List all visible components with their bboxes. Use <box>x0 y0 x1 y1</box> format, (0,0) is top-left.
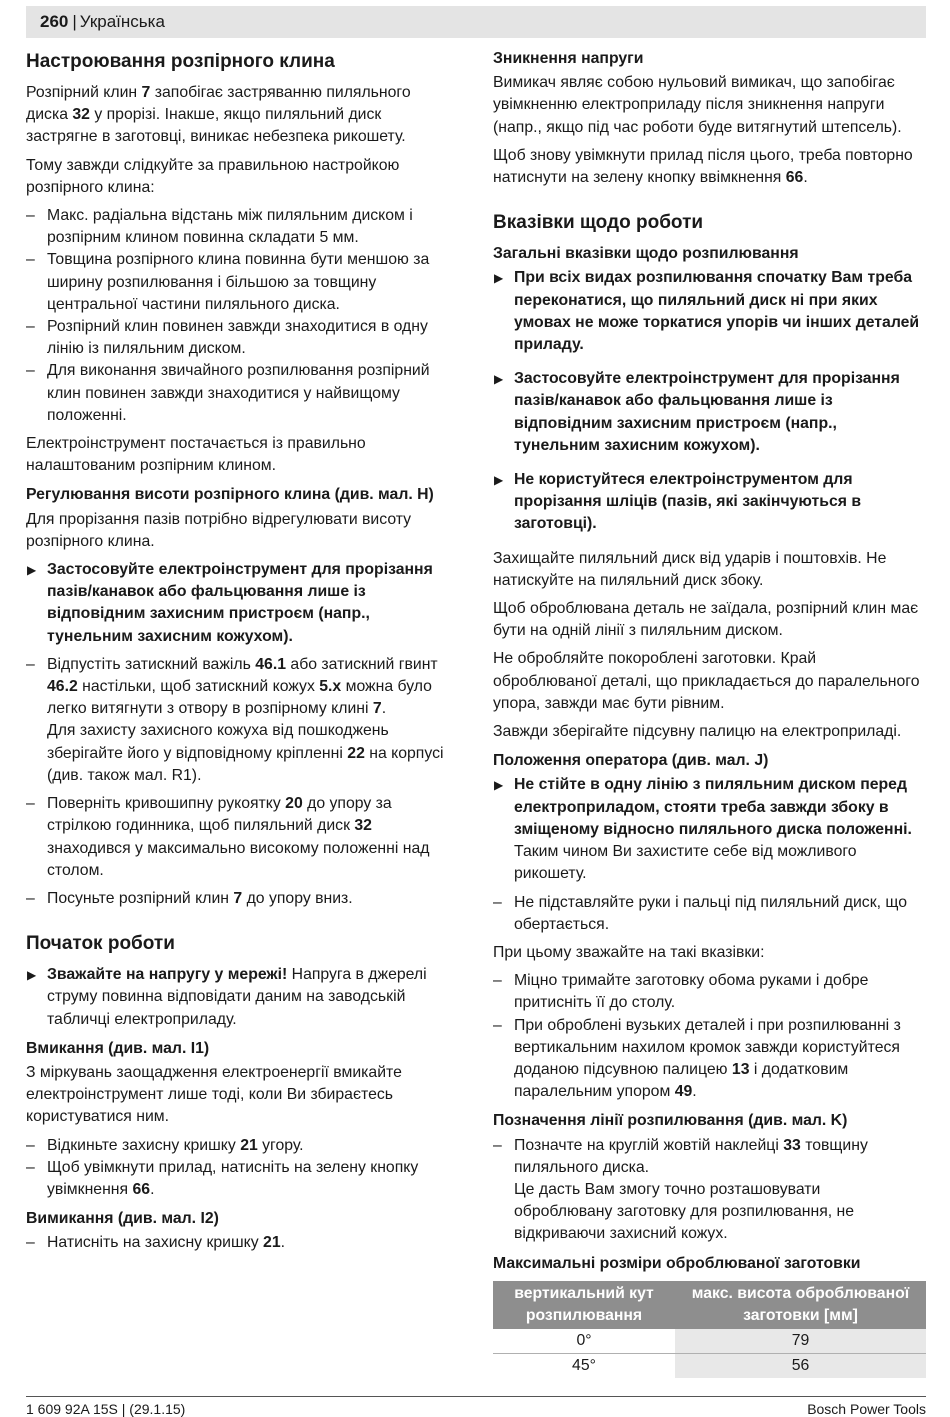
left-column <box>26 46 456 1261</box>
list-item: – Посуньте розпірний клин 7 до упору вниз. <box>26 888 456 910</box>
list-lin <box>493 1135 923 1246</box>
table-row <box>493 1329 926 1354</box>
paragraph-znykn-1: Вимикач являє собою нульовий вимикач, що запобігає увімкненню електроприладу після зникнення напруги (напр., якщо під час роботи буде витягнутий штепсель). <box>493 74 902 136</box>
list-item: – Макс. радіальна відстань між пиляльним диском і розпірним клином повинна складати 5 мм. <box>26 205 456 249</box>
paragraph-r3: Не обробляйте покоробленi заготовки. Край оброблюваної деталі, що прикладається до паралельного упора, завжди має бути рівним. <box>493 650 920 712</box>
list-item: – Поверніть кривошипну рукоятку 20 до упору за стрілкою годинника, щоб пиляльний диск 32 знаходився у максимально високому положенні над столом. <box>26 793 456 882</box>
table-cell: 0° <box>493 1329 675 1354</box>
list-klyn <box>26 205 456 427</box>
table-row <box>493 1353 926 1378</box>
list-item: – Для виконання звичайного розпилювання розпірний клин повинен завжди знаходитися у найвищому положенні. <box>26 360 456 427</box>
heading-klyn: Настроювання розпірного клина <box>26 51 335 72</box>
header-text: 260 | Українська <box>40 12 165 31</box>
list-item: – Відпустіть затискний важіль 46.1 або затискний гвинт 46.2 настільки, щоб затискний кожух 5.x можна було легко витягнути з отвору в розпірному клині 7. Для захисту захисного кожуха від пошкоджень зберігайте його у відповідному кріпленні 22 на корпусі (див. також мал. R1). <box>26 654 456 787</box>
list-vymyk <box>26 1232 456 1254</box>
paragraph-klyn-2: Тому завжди слідкуйте за правильною настройкою розпірного клина: <box>26 156 400 196</box>
heading-vkazivky: Вказівки щодо роботи <box>493 212 704 234</box>
heading-lin: Позначення лінії розпилювання (див. мал. K) <box>493 1112 848 1130</box>
list-vysota-steps <box>26 654 456 910</box>
heading-zagalni: Загальні вказівки щодо розпилювання <box>493 245 799 263</box>
table-cell: 79 <box>675 1329 926 1354</box>
list-item: – При оброблені вузьких деталей і при розпилюванні з вертикальним нахилом кромок завжди користуйтеся доданою підсувною палицею 13 і додатковим паралельним упором 49. <box>493 1015 923 1104</box>
table-header-height: макс. висота оброблюваної заготовки [мм] <box>675 1281 926 1329</box>
page-header <box>26 6 926 38</box>
warning-2: ▶ Застосовуйте електроінструмент для прорізання пазів/канавок або фальцювання лише із відповідним захисним пристроєм (напр., тунельним захисним кожухом). <box>493 368 923 457</box>
footer-rule <box>26 1396 926 1397</box>
warning-3: ▶ Не користуйтеся електроінструментом для прорізання шліців (пазів, які закінчуються в заготовці). <box>493 469 923 536</box>
heading-pochatok: Початок роботи <box>26 933 175 955</box>
list-item: – Розпірний клин повинен завжди знаходитися в одну лінію із пиляльним диском. <box>26 316 456 360</box>
right-column <box>493 46 923 1378</box>
warning-vysota: ▶ Застосовуйте електроінструмент для прорізання пазів/канавок або фальцювання лише із відповідним захисним пристроєм (напр., тунельним захисним кожухом). <box>26 559 456 648</box>
heading-vysota: Регулювання висоти розпірного клина (див. мал. H) <box>26 486 434 504</box>
heading-vmyk: Вмикання (див. мал. I1) <box>26 1039 210 1057</box>
list-item: – Не підставляйте руки і пальці під пиляльний диск, що обертається. <box>493 892 923 936</box>
warning-1: ▶ При всіх видах розпилювання спочатку Вам треба переконатися, що пиляльний диск ні при яких умовах не може торкатися упорів чи інших деталей приладу. <box>493 267 923 356</box>
paragraph-r2: Щоб оброблювана деталь не заїдала, розпірний клин має бути на одній лінії з пиляльним диском. <box>493 600 919 640</box>
table-header-angle: вертикальний кут розпилювання <box>493 1281 675 1329</box>
heading-max: Максимальні розміри оброблюваної заготовки <box>493 1254 861 1272</box>
list-item: – Товщина розпірного клина повинна бути меншою за ширину розпилювання і більшою за товщину центральної частини пиляльного диска. <box>26 249 456 316</box>
warning-4: ▶ Не стійте в одну лінію з пиляльним диском перед електроприладом, стояти треба завжди збоку в зміщеному відносно пиляльного диска положенні. Таким чином Ви захистите себе від можливого рикошету. <box>493 774 923 885</box>
list-polozh <box>493 892 923 936</box>
header-language: Українська <box>79 12 165 31</box>
spec-table <box>493 1281 926 1378</box>
paragraph-pry: При цьому зважайте на такі вказівки: <box>493 943 765 961</box>
list-item: – Міцно тримайте заготовку обома руками і добре притисніть її до столу. <box>493 970 923 1014</box>
heading-polozh: Положення оператора (див. мал. J) <box>493 752 769 770</box>
paragraph-r4: Завжди зберігайте підсувну палицю на електроприладі. <box>493 723 902 741</box>
table-cell: 45° <box>493 1353 675 1378</box>
warning-napruga: ▶ Зважайте на напругу у мережі! Напруга в джерелі струму повинна відповідати даним на заводській табличці електроприладу. <box>26 964 456 1031</box>
paragraph-znykn-2: Щоб знову увімкнути прилад після цього, треба повторно натиснути на зелену кнопку ввімкнення 66. <box>493 146 913 187</box>
paragraph-vmyk: З міркувань заощадження електроенергії вмикайте електроінструмент лише тоді, коли Ви збираєтесь користуватися ним. <box>26 1063 402 1126</box>
table-cell: 56 <box>675 1353 926 1378</box>
paragraph-klyn-3: Електроінструмент постачається із правильно налаштованим розпірним клином. <box>26 435 366 475</box>
heading-vymyk: Вимикання (див. мал. I2) <box>26 1210 219 1228</box>
page-number: 260 <box>40 12 69 31</box>
list-item: – Позначте на круглій жовтій наклейці 33 товщину пиляльного диска. Це дасть Вам змогу точно розташовувати оброблювану заготовку для розпилювання, не відкриваючи захисний кожух. <box>493 1135 923 1246</box>
heading-znykn: Зникнення напруги <box>493 50 644 67</box>
list-vmyk <box>26 1135 456 1202</box>
footer-brand: Bosch Power Tools <box>807 1401 926 1417</box>
list-pry <box>493 970 923 1103</box>
footer-doc-number: 1 609 92A 15S | (29.1.15) <box>26 1401 186 1417</box>
paragraph-r1: Захищайте пиляльний диск від ударів і поштовхів. Не натискуйте на пиляльний диск збоку. <box>493 549 887 589</box>
list-item: – Натисніть на захисну кришку 21. <box>26 1232 456 1254</box>
paragraph-klyn-1: Розпірний клин 7 запобігає застряванню пиляльного диска 32 у прорізі. Інакше, якщо пиляльний диск застрягне в заготовці, виникає небезпека рикошету. <box>26 84 411 146</box>
list-item: – Щоб увімкнути прилад, натисніть на зелену кнопку увімкнення 66. <box>26 1157 456 1201</box>
list-item: – Відкиньте захисну кришку 21 угору. <box>26 1135 456 1157</box>
paragraph-vysota: Для прорізання пазів потрібно відрегулювати висоту розпірного клина. <box>26 510 412 550</box>
